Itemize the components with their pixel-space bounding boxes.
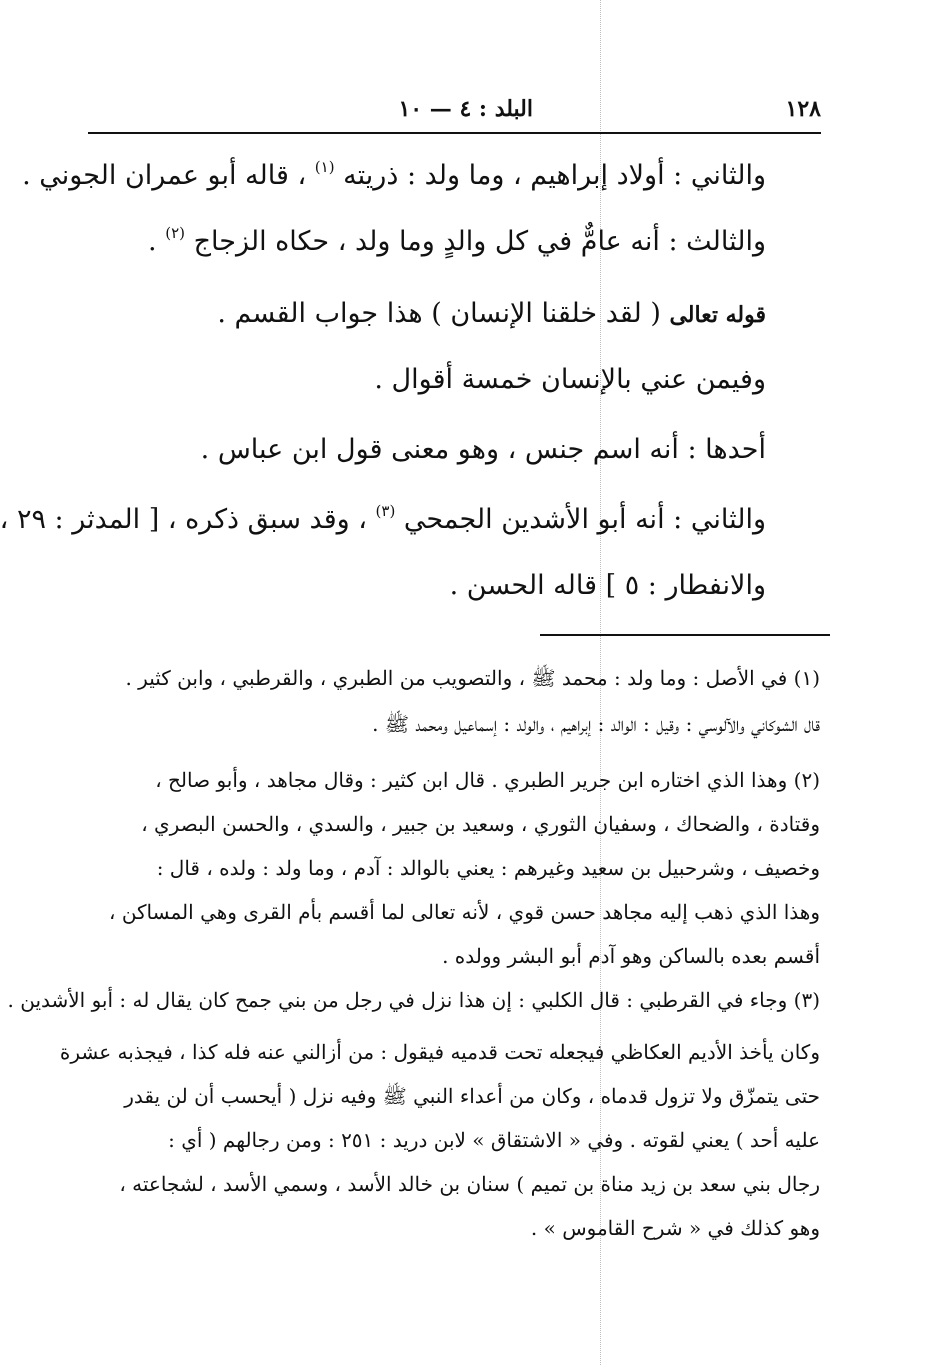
main-line [0, 502, 766, 537]
footnote-ref-1: (١) [314, 158, 335, 176]
main-line [148, 224, 766, 259]
footnote-line: (٢) وهذا الذي اختاره ابن جرير الطبري . قال ابن كثير : وقال مجاهد ، وأبو صالح ، [155, 768, 820, 792]
footnote-line: (٣) وجاء في القرطبي : قال الكلبي : إن هذا نزل في رجل من بني جمح كان يقال له : أبو الأشدين . [7, 988, 820, 1012]
footnote-line: (١) في الأصل : وما ولد : محمد ﷺ ، والتصويب من الطبري ، والقرطبي ، وابن كثير . [125, 666, 820, 690]
main-line-text: ، قاله أبو عمران الجوني . [22, 160, 307, 191]
footnote-line: أقسم بعده بالساكن وهو آدم أبو البشر وولده . [442, 944, 820, 968]
footnote-line: حتى يتمزّق ولا تزول قدماه ، وكان من أعداء النبي ﷺ وفيه نزل ( أيحسب أن لن يقدر [124, 1084, 820, 1108]
main-line-text: ( لقد خلقنا الإنسان ) هذا جواب القسم . [217, 298, 661, 329]
main-line-text: والثاني : أنه أبو الأشدين الجمحي [403, 504, 766, 535]
footnote-line: قال الشوكاني والآلوسي : وقيل : الوالد : إبراهيم ، والولد : إسماعيل ومحمد ﷺ . [372, 712, 820, 736]
footnote-line: عليه أحد ) يعني لقوته . وفي « الاشتقاق » لابن دريد : ٢٥١ : ومن رجالهم ( أي : [168, 1128, 820, 1152]
verse-lead: قوله تعالى [669, 302, 766, 328]
main-line-text: والثالث : أنه عامٌّ في كل والدٍ وما ولد ، حكاه الزجاج [193, 226, 766, 257]
footnote-line: وهذا الذي ذهب إليه مجاهد حسن قوي ، لأنه تعالى لما أقسم بأم القرى وهي المساكن ، [109, 900, 820, 924]
main-line: أحدها : أنه اسم جنس ، وهو معنى قول ابن عباس . [200, 434, 766, 465]
header-rule [88, 132, 821, 134]
footnote-ref-2: (٢) [165, 224, 185, 242]
page-number: ١٢٨ [785, 96, 821, 122]
main-line [22, 158, 766, 193]
main-line-text: . [148, 226, 157, 257]
main-line: والانفطار : ٥ ] قاله الحسن . [449, 570, 766, 601]
footnote-line: وخصيف ، وشرحبيل بن سعيد وغيرهم : يعني بالوالد : آدم ، وما ولد : ولده ، قال : [156, 856, 820, 880]
footnote-line: رجال بني سعد بن زيد مناة بن تميم ) سنان بن خالد الأسد ، وسمي الأسد ، لشجاعته ، [119, 1172, 820, 1196]
footnote-line: وهو كذلك في « شرح القاموس » . [530, 1216, 820, 1240]
main-line: وفيمن عني بالإنسان خمسة أقوال . [374, 364, 766, 395]
footnote-ref-3: (٣) [375, 502, 396, 520]
page-header [88, 90, 821, 126]
footnote-line: وقتادة ، والضحاك ، وسفيان الثوري ، وسعيد بن جبير ، والسدي ، والحسن البصري ، [141, 812, 820, 836]
main-line [217, 296, 766, 331]
running-head: البلد : ٤ — ١٠ [398, 96, 533, 122]
main-line-text: والثاني : أولاد إبراهيم ، وما ولد : ذريته [343, 160, 766, 191]
footnote-line: وكان يأخذ الأديم العكاظي فيجعله تحت قدميه فيقول : من أزالني عنه فله كذا ، فيجذبه عشرة [59, 1040, 820, 1064]
main-line-text: ، وقد سبق ذكره ، [ المدثر : ٢٩ ، [0, 504, 367, 535]
footnote-rule [540, 634, 830, 636]
